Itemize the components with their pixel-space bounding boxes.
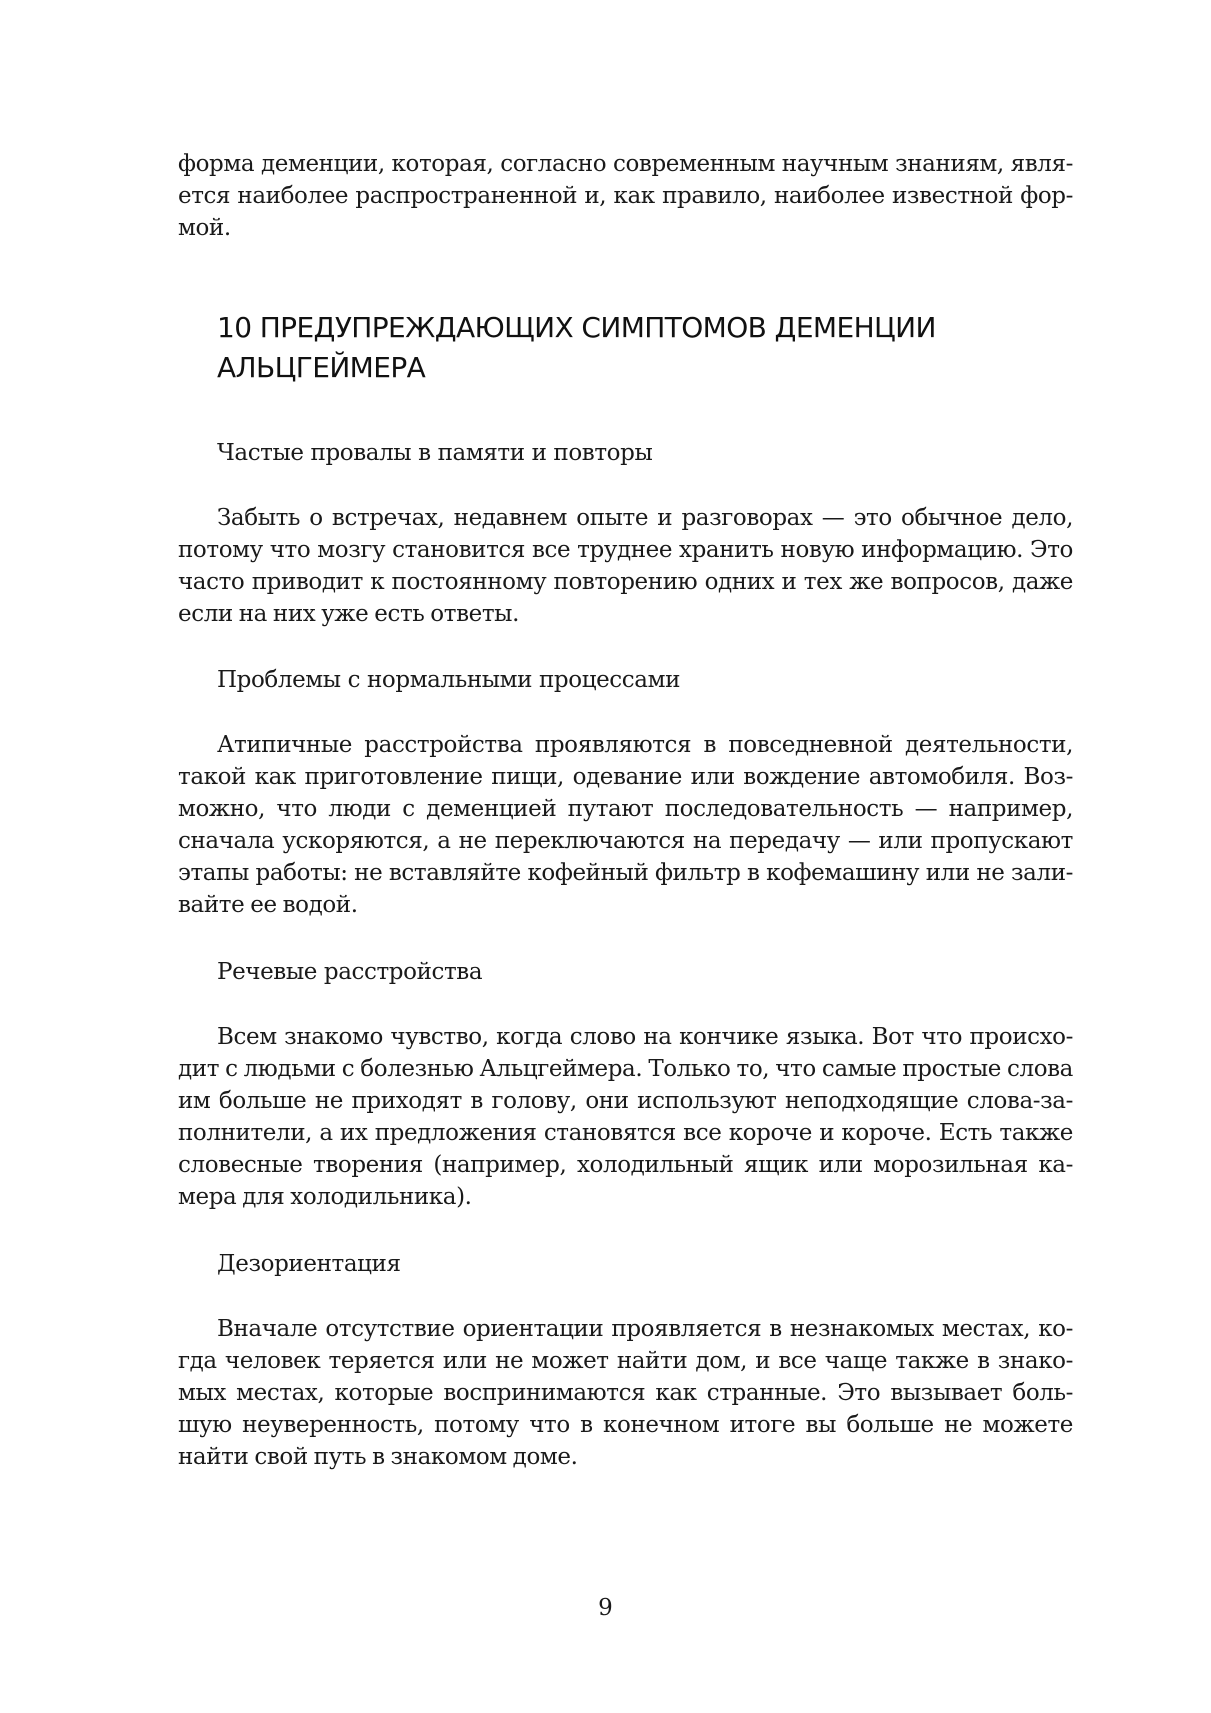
chapter-title — [178, 308, 1073, 388]
text-line: мой. — [178, 215, 231, 241]
text-line: им больше не приходят в голову, они используют неподходящие слова-за- — [178, 1088, 1073, 1114]
text-line: гда человек теряется или не может найти дом, и все чаще также в знако- — [178, 1348, 1073, 1374]
text-line: такой как приготовление пищи, одевание или вождение автомобиля. Воз- — [178, 764, 1073, 790]
text-line: Забыть о встречах, недавнем опыте и разговорах — это обычное дело, — [217, 505, 1073, 531]
text-line: Вначале отсутствие ориентации проявляется в незнакомых местах, ко- — [217, 1316, 1073, 1342]
text-line: этапы работы: не вставляйте кофейный фильтр в кофемашину или не зали- — [178, 860, 1073, 886]
text-line: вайте ее водой. — [178, 892, 358, 918]
section-heading: Частые провалы в памяти и повторы — [217, 440, 653, 466]
section-paragraph — [178, 729, 1073, 921]
chapter-title-line: АЛЬЦГЕЙМЕРА — [217, 351, 426, 384]
chapter-title-line: 10 ПРЕДУПРЕЖДАЮЩИХ СИМПТОМОВ ДЕМЕНЦИИ — [217, 311, 936, 344]
text-line: найти свой путь в знакомом доме. — [178, 1444, 578, 1470]
text-line: мых местах, которые воспринимаются как странные. Это вызывает боль- — [178, 1380, 1073, 1406]
text-line: шую неуверенность, потому что в конечном итоге вы больше не можете — [178, 1412, 1073, 1438]
section-heading: Речевые расстройства — [217, 959, 483, 985]
text-line: можно, что люди с деменцией путают последовательность — например, — [178, 796, 1073, 822]
text-line: полнители, а их предложения становятся все короче и короче. Есть также — [178, 1120, 1073, 1146]
section-paragraph — [178, 1021, 1073, 1213]
text-line: если на них уже есть ответы. — [178, 601, 519, 627]
text-line: форма деменции, которая, согласно современным научным знаниям, явля- — [178, 151, 1073, 177]
text-line: Атипичные расстройства проявляются в повседневной деятельности, — [217, 732, 1073, 758]
section-paragraph — [178, 502, 1073, 630]
text-line: мера для холодильника). — [178, 1184, 472, 1210]
section-heading: Проблемы с нормальными процессами — [217, 667, 680, 693]
text-line: потому что мозгу становится все труднее хранить новую информацию. Это — [178, 537, 1073, 563]
text-line: Всем знакомо чувство, когда слово на кончике языка. Вот что происхо- — [217, 1024, 1073, 1050]
page-number: 9 — [598, 1595, 613, 1621]
text-line: словесные творения (например, холодильный ящик или морозильная ка- — [178, 1152, 1073, 1178]
text-line: ется наиболее распространенной и, как правило, наиболее известной фор- — [178, 183, 1073, 209]
section-heading: Дезориентация — [217, 1251, 401, 1277]
text-line: сначала ускоряются, а не переключаются на передачу — или пропускают — [178, 828, 1073, 854]
document-page — [178, 148, 1073, 1568]
text-line: часто приводит к постоянному повторению одних и тех же вопросов, даже — [178, 569, 1073, 595]
section-paragraph — [178, 1313, 1073, 1473]
intro-paragraph — [178, 148, 1073, 244]
text-line: дит с людьми с болезнью Альцгеймера. Только то, что самые простые слова — [178, 1056, 1073, 1082]
